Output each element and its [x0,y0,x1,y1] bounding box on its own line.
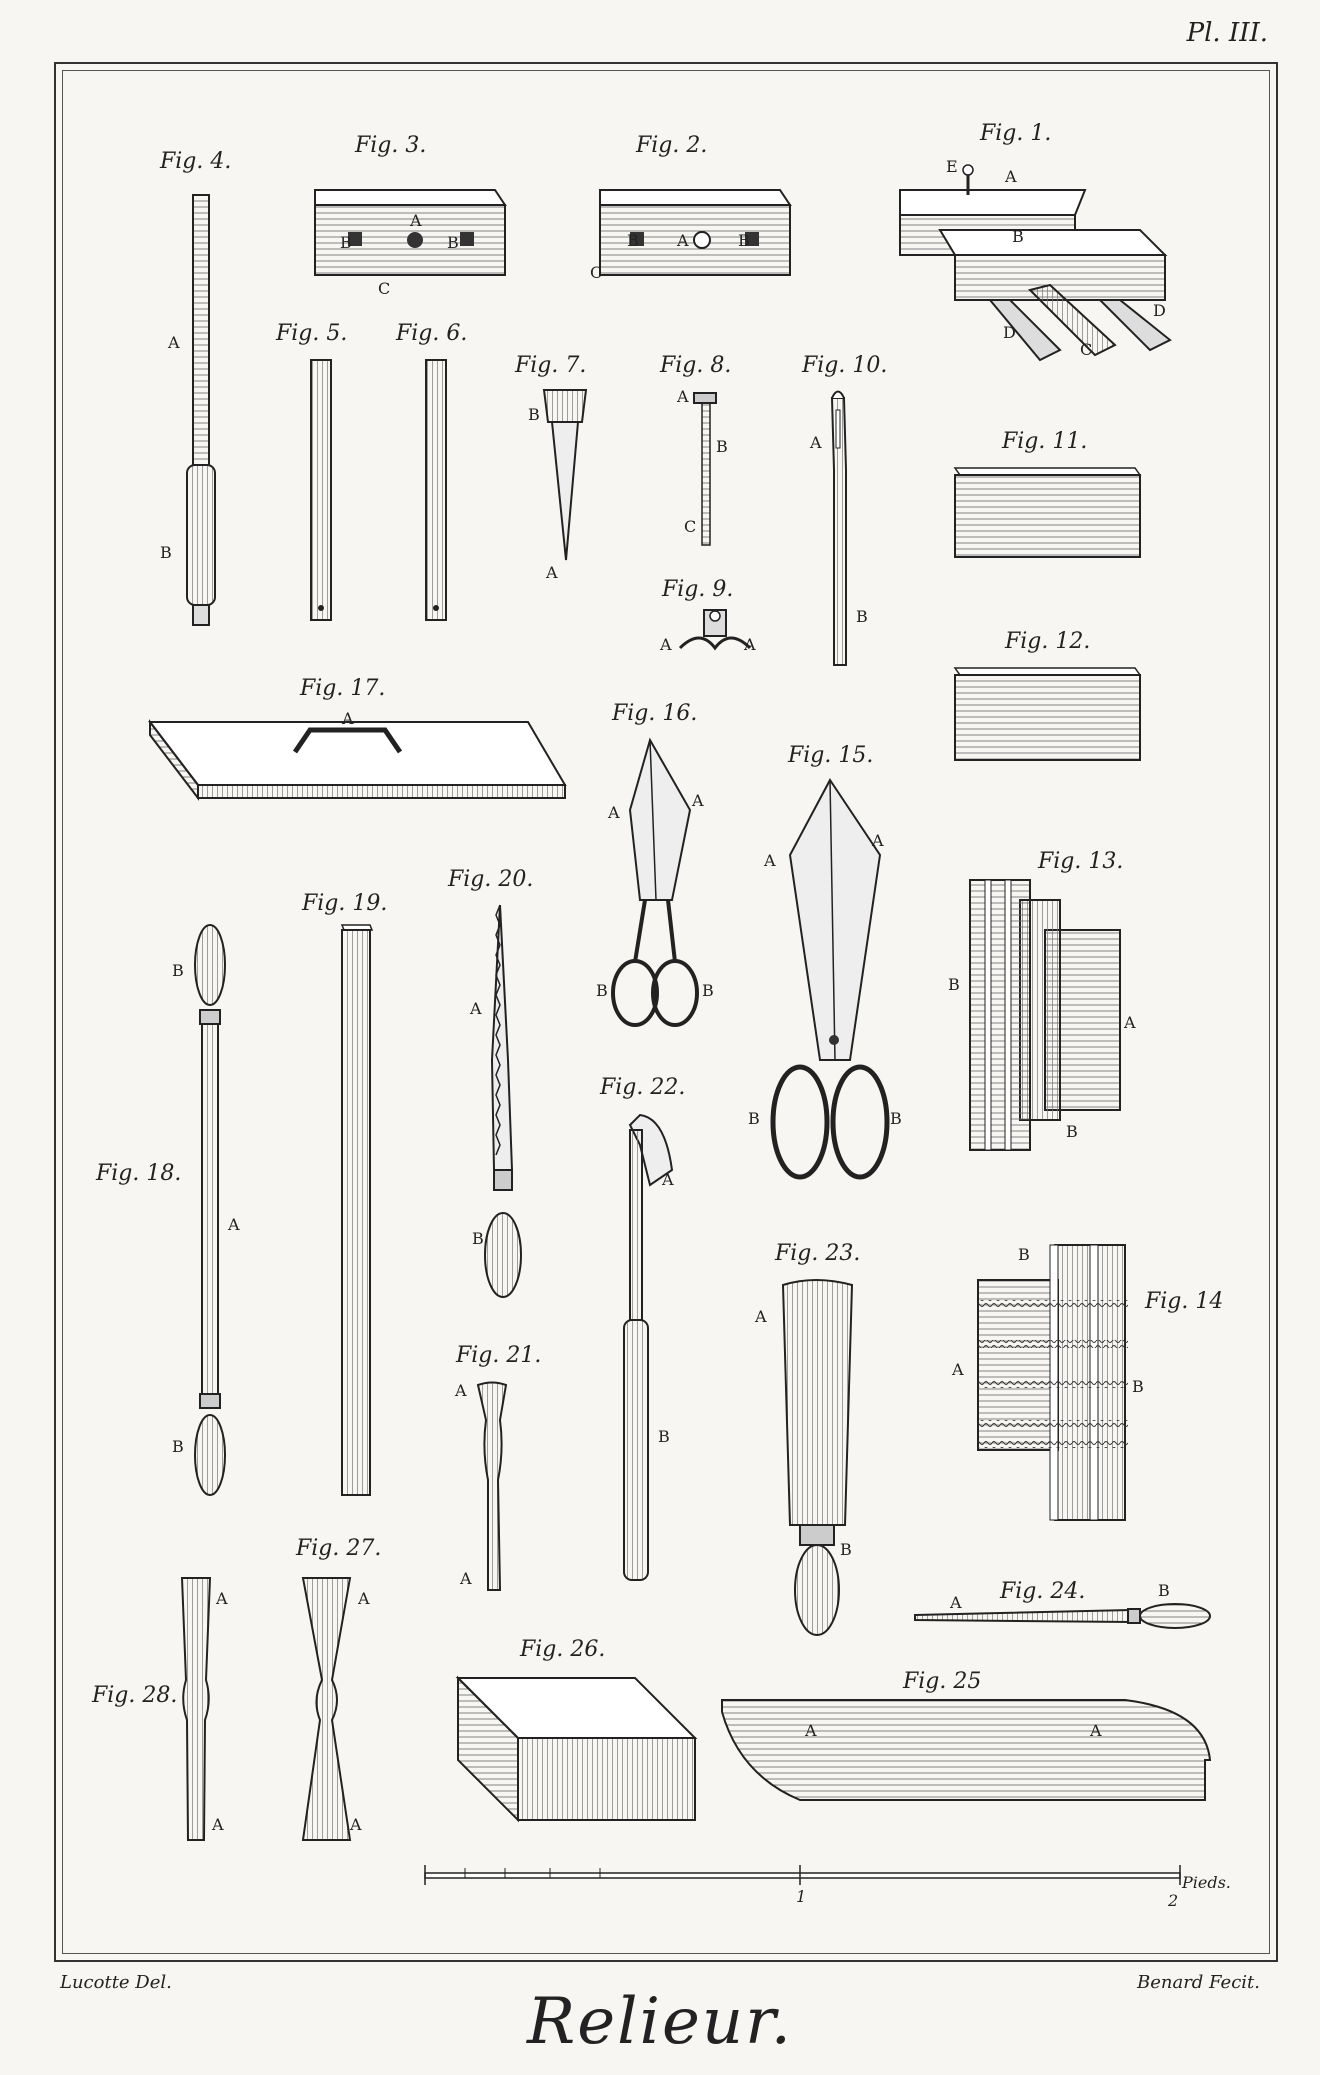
fig-27-label: Fig. 27. [296,1536,382,1561]
figure-28 [91,1578,228,1840]
fig-27-letter-a2: A [350,1815,362,1834]
fig-17-label: Fig. 17. [300,676,386,701]
fig-18-letter-a: A [228,1215,240,1234]
fig-3-letter-b2: B [447,233,459,252]
fig-3-letter-c: C [378,279,391,298]
fig-1-letter-a: A [1005,167,1017,186]
fig-3-letter-b1: B [340,233,352,252]
fig-15-letter-a2: A [872,831,884,850]
fig-2-letter-b1: B [627,231,639,250]
fig-1-label: Fig. 1. [980,121,1052,146]
fig-5-label: Fig. 5. [276,321,348,346]
fig-21-letter-a2: A [460,1569,472,1588]
fig-26-label: Fig. 26. [520,1637,606,1662]
fig-25-letter-a1: A [805,1721,817,1740]
fig-14-letter-a: A [952,1360,964,1379]
fig-1-letter-c: C [1080,340,1093,359]
fig-21-letter-a1: A [455,1381,467,1400]
fig-15-letter-b1: B [748,1109,760,1128]
fig-8-letter-c: C [684,517,697,536]
credit-engraver: Benard Fecit. [1136,1972,1260,1993]
figure-6 [395,321,467,620]
fig-2-label: Fig. 2. [636,133,708,158]
figure-2 [590,133,790,282]
fig-18-letter-b1: B [172,961,184,980]
fig-11-label: Fig. 11. [1002,429,1088,454]
figure-27 [295,1536,381,1840]
fig-20-letter-b: B [472,1229,484,1248]
scale-unit: Pieds. [1182,1873,1231,1892]
scale-bar [425,1865,1231,1910]
fig-12-label: Fig. 12. [1005,629,1091,654]
fig-18-label: Fig. 18. [96,1161,182,1186]
scale-tick-2: 2 [1168,1891,1179,1910]
fig-16-label: Fig. 16. [612,701,698,726]
fig-13-letter-b1: B [948,975,960,994]
plate-title: Relieur. [527,1985,793,2059]
figure-14 [951,1245,1223,1520]
fig-7-letter-a: A [546,563,558,582]
fig-27-letter-a1: A [358,1589,370,1608]
figure-16 [596,701,714,1025]
fig-19-label: Fig. 19. [302,891,388,916]
fig-1-letter-d2: D [1153,301,1166,320]
figure-24 [915,1579,1210,1628]
fig-24-label: Fig. 24. [1000,1579,1086,1604]
fig-1-letter-b: B [1012,227,1024,246]
fig-7-label: Fig. 7. [515,353,587,378]
fig-22-letter-a: A [662,1170,674,1189]
fig-16-letter-b2: B [702,981,714,1000]
figure-10 [801,353,887,665]
fig-25-letter-a2: A [1090,1721,1102,1740]
fig-16-letter-a1: A [608,803,620,822]
fig-10-letter-a: A [810,433,822,452]
fig-3-label: Fig. 3. [355,133,427,158]
figure-23 [754,1241,860,1635]
fig-14-letter-b2: B [1018,1245,1030,1264]
figure-4 [159,149,231,625]
fig-4-letter-b: B [160,543,172,562]
fig-8-letter-a: A [677,387,689,406]
figure-11 [955,429,1140,557]
figure-17 [150,676,565,798]
fig-13-letter-a: A [1124,1013,1136,1032]
fig-15-label: Fig. 15. [788,743,874,768]
figure-15 [748,743,902,1177]
fig-9-letter-a2: A [744,635,756,654]
fig-17-letter-a: A [342,709,354,728]
scale-tick-1: 1 [796,1887,807,1906]
figure-3 [315,133,505,298]
fig-24-letter-b: B [1158,1581,1170,1600]
fig-25-label: Fig. 25 [903,1669,982,1694]
fig-22-label: Fig. 22. [600,1075,686,1100]
fig-28-letter-a2: A [212,1815,224,1834]
figure-18 [95,925,240,1495]
figure-5 [275,321,347,620]
plate-number: Pl. III. [1186,18,1268,48]
figure-13 [948,849,1136,1150]
fig-28-letter-a1: A [216,1589,228,1608]
fig-2-letter-c: C [590,263,603,282]
fig-20-label: Fig. 20. [448,867,534,892]
fig-2-letter-b2: B [738,231,750,250]
figure-22 [599,1075,685,1580]
fig-1-letter-e: E [946,157,958,176]
fig-9-letter-a1: A [660,635,672,654]
fig-8-label: Fig. 8. [660,353,732,378]
figure-12 [955,629,1140,760]
fig-13-letter-b2: B [1066,1122,1078,1141]
figure-1 [900,121,1170,360]
fig-10-label: Fig. 10. [802,353,888,378]
fig-1-letter-d1: D [1003,323,1016,342]
fig-23-letter-a: A [755,1307,767,1326]
figure-20 [447,867,533,1297]
figure-7 [514,353,586,582]
fig-14-label: Fig. 14 [1145,1289,1224,1314]
figure-26 [458,1637,695,1820]
fig-4-letter-a: A [168,333,180,352]
fig-23-label: Fig. 23. [775,1241,861,1266]
fig-28-label: Fig. 28. [92,1683,178,1708]
figure-9 [659,577,756,654]
figure-19 [301,891,387,1495]
fig-16-letter-a2: A [692,791,704,810]
fig-8-letter-b: B [716,437,728,456]
fig-15-letter-a1: A [764,851,776,870]
fig-3-letter-a: A [410,211,422,230]
fig-20-letter-a: A [470,999,482,1018]
fig-10-letter-b: B [856,607,868,626]
figure-8 [659,353,731,545]
fig-2-letter-a: A [677,231,689,250]
fig-14-letter-b1: B [1132,1377,1144,1396]
credit-draftsman: Lucotte Del. [60,1972,172,1993]
fig-18-letter-b2: B [172,1437,184,1456]
fig-16-letter-b1: B [596,981,608,1000]
fig-13-label: Fig. 13. [1038,849,1124,874]
figure-21 [454,1343,541,1590]
fig-6-label: Fig. 6. [396,321,468,346]
fig-23-letter-b: B [840,1540,852,1559]
fig-22-letter-b: B [658,1427,670,1446]
fig-15-letter-b2: B [890,1109,902,1128]
fig-4-label: Fig. 4. [160,149,232,174]
fig-9-label: Fig. 9. [662,577,734,602]
fig-21-label: Fig. 21. [456,1343,542,1368]
fig-24-letter-a: A [950,1593,962,1612]
figure-25 [722,1669,1210,1800]
fig-7-letter-b: B [528,405,540,424]
